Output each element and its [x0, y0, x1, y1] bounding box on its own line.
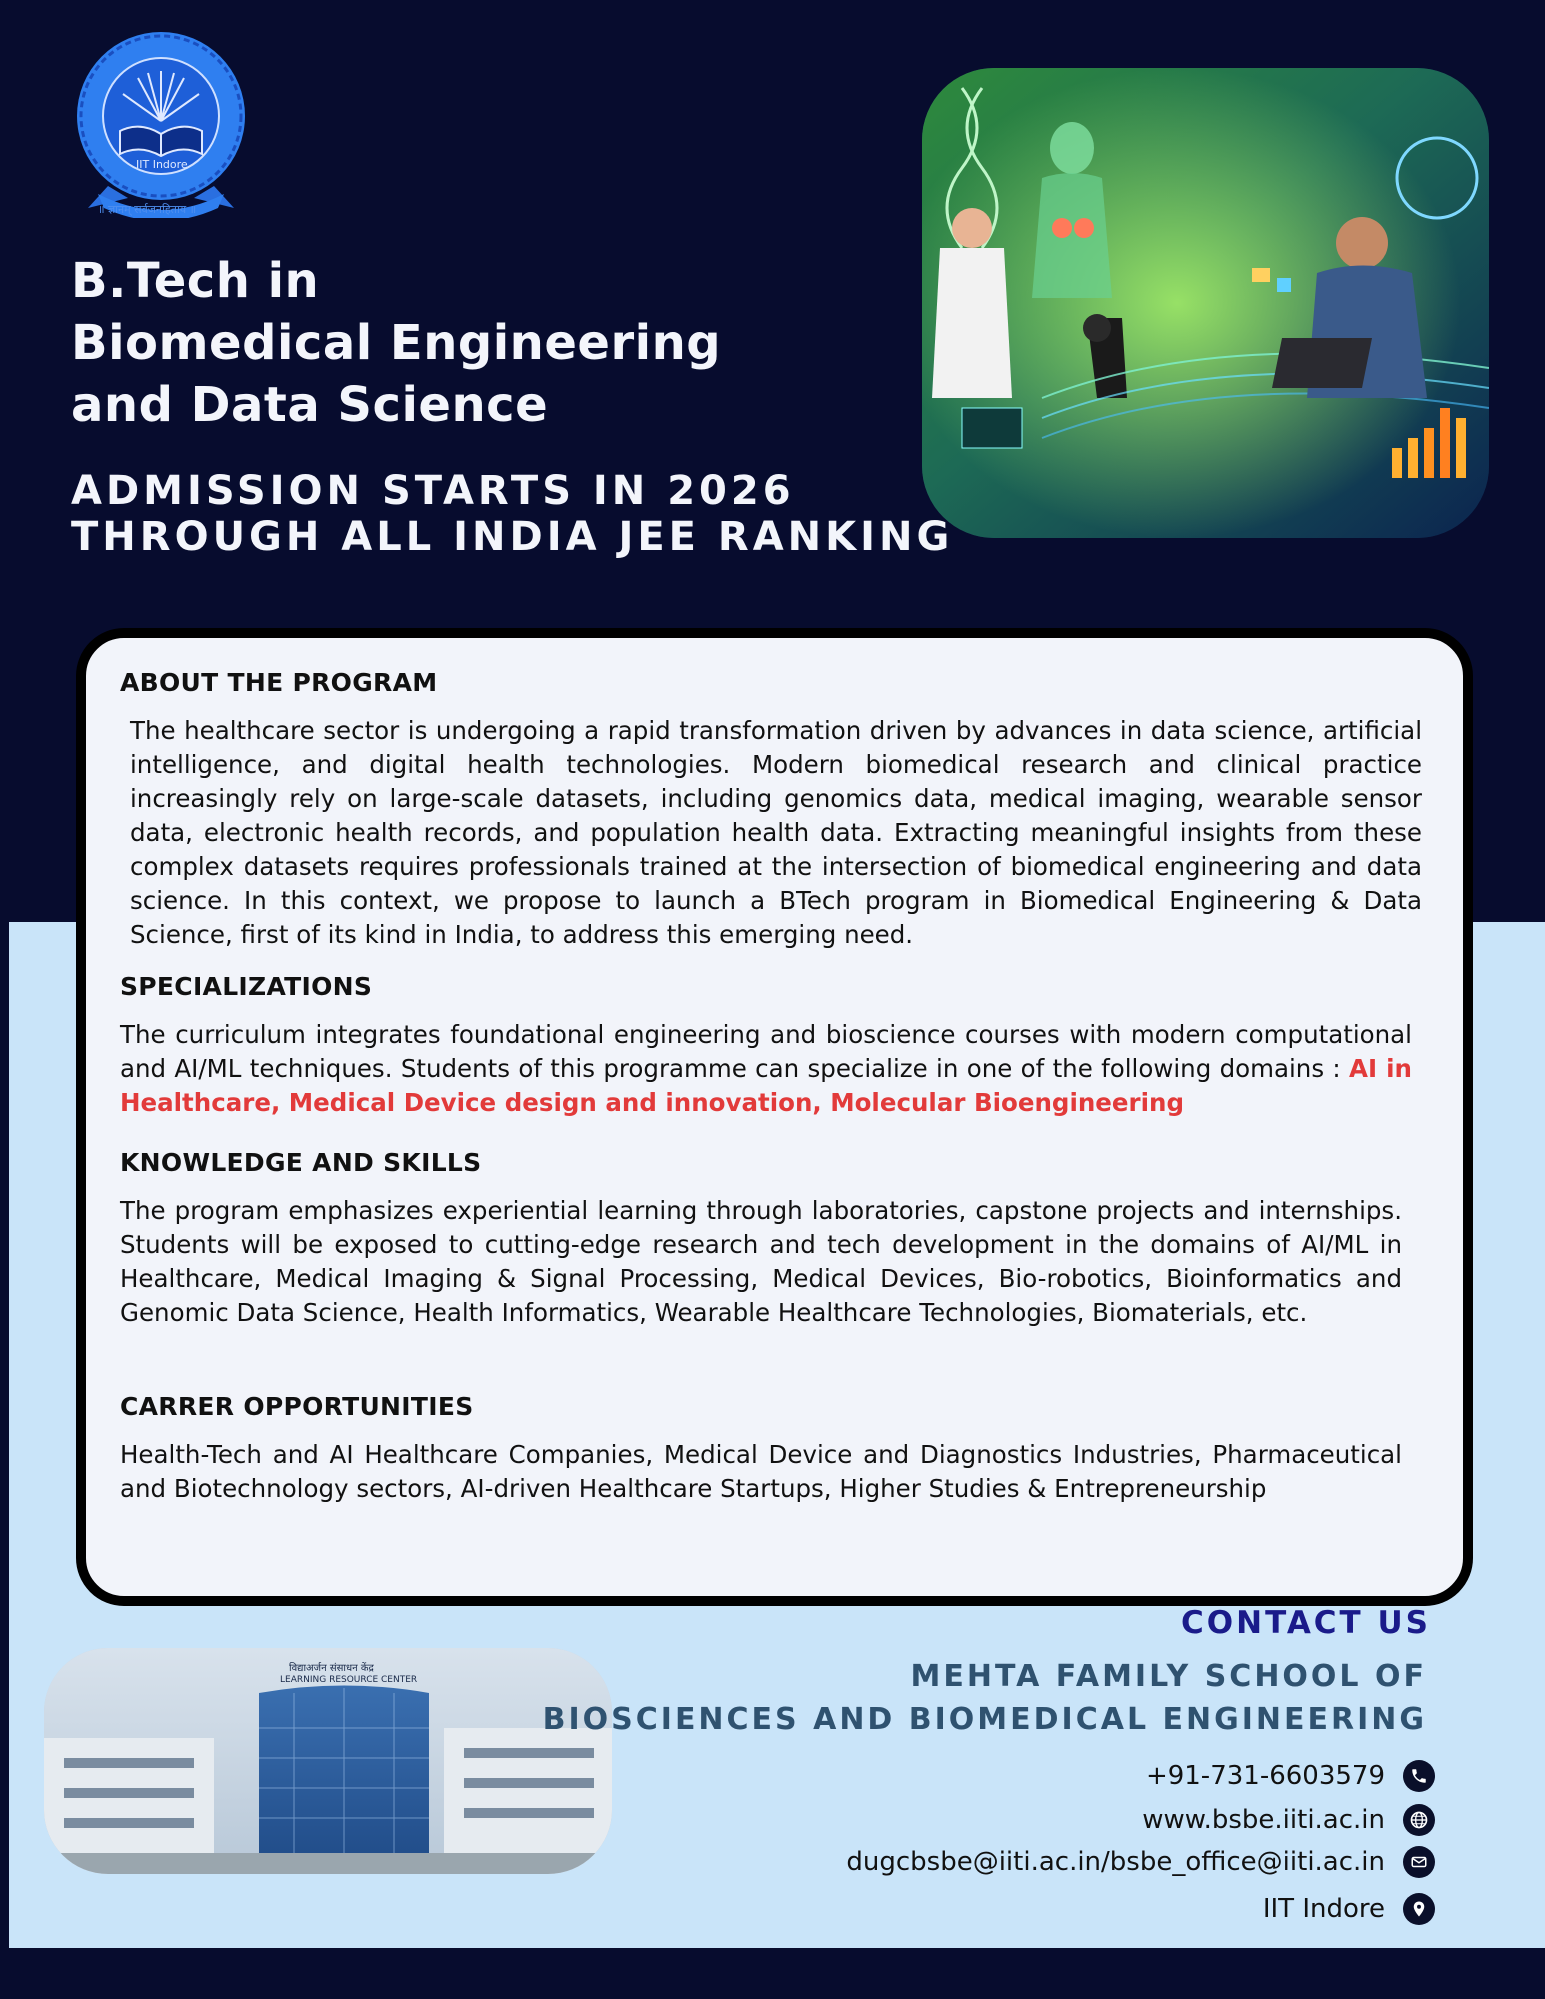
admission-notice — [71, 468, 953, 560]
phone-icon — [1403, 1760, 1435, 1792]
contact-email[interactable] — [846, 1842, 1435, 1882]
title-line-3: and Data Science — [71, 377, 549, 433]
bottom-navy-band — [0, 1948, 1545, 1999]
iit-indore-logo — [68, 26, 254, 218]
title-line-1: B.Tech in — [71, 253, 320, 309]
program-title — [71, 250, 721, 436]
contact-location[interactable] — [1263, 1889, 1435, 1929]
email-link[interactable]: dugcbsbe@iiti.ac.in/bsbe_office@iiti.ac.in — [846, 1847, 1385, 1877]
knowledge-heading: KNOWLEDGE AND SKILLS — [120, 1148, 482, 1177]
location-pin-icon — [1403, 1893, 1435, 1925]
school-line-2: BIOSCIENCES AND BIOMEDICAL ENGINEERING — [542, 1702, 1427, 1737]
admission-line-1: ADMISSION STARTS IN 2026 — [71, 468, 795, 514]
school-name — [543, 1655, 1427, 1741]
title-line-2: Biomedical Engineering — [71, 315, 722, 371]
career-heading: CARRER OPPORTUNITIES — [120, 1392, 474, 1421]
specializations-text — [120, 1018, 1412, 1120]
specializations-highlight: AI in Healthcare, Medical Device design and innovation, Molecular Bioengineering — [120, 1054, 1412, 1117]
program-details-card — [76, 628, 1473, 1606]
globe-icon — [1403, 1804, 1435, 1836]
mail-icon — [1403, 1846, 1435, 1878]
about-heading: ABOUT THE PROGRAM — [120, 668, 438, 697]
location-text: IIT Indore — [1262, 1894, 1385, 1924]
specializations-body: The curriculum integrates foundational engineering and bioscience courses with modern computational and AI/ML techniques. Students of this programme can specialize in one of the following domains : — [120, 1020, 1412, 1083]
building-sign-english: LEARNING RESOURCE CENTER — [280, 1675, 418, 1685]
website-link[interactable]: www.bsbe.iiti.ac.in — [1142, 1805, 1385, 1835]
contact-phone[interactable] — [1146, 1756, 1435, 1796]
building-sign-hindi: विद्याअर्जन संसाधन केंद्र — [289, 1663, 374, 1674]
about-text: The healthcare sector is undergoing a rapid transformation driven by advances in data science, artificial intelligence, and digital health technologies. Modern biomedical research and clinical practice increasingly rely on large-scale datasets, including genomics data, medical imaging, wearable sensor data, electronic health records, and population health data. Extracting meaningful insights from these complex datasets requires professionals trained at the intersection of biomedical engineering and data science. In this context, we propose to launch a BTech program in Biomedical Engineering & Data Science, first of its kind in India, to address this emerging need. — [130, 716, 1422, 949]
learning-resource-center-photo — [44, 1648, 612, 1874]
contact-us-title: CONTACT US — [1181, 1605, 1431, 1641]
career-text: Health-Tech and AI Healthcare Companies, Medical Device and Diagnostics Industries, Pharmaceutical and Biotechnology sectors, AI-driven Healthcare Startups, Higher Studies & Entrepreneurship — [120, 1440, 1402, 1503]
specializations-heading: SPECIALIZATIONS — [120, 972, 373, 1001]
phone-number[interactable]: +91-731-6603579 — [1145, 1761, 1385, 1791]
logo-motto: ॥ ज्ञानम् सर्वजनहिताय ॥ — [98, 203, 197, 216]
admission-line-2: THROUGH ALL INDIA JEE RANKING — [71, 514, 954, 560]
knowledge-text: The program emphasizes experiential learning through laboratories, capstone projects and internships. Students will be exposed to cutting-edge research and tech development in the domains of AI/ML in Healthcare, Medical Imaging & Signal Processing, Medical Devices, Bio-robotics, Bioinformatics and Genomic Data Science, Health Informatics, Wearable Healthcare Technologies, Biomaterials, etc. — [120, 1196, 1402, 1327]
logo-inner-text: IIT Indore — [136, 158, 188, 171]
contact-website[interactable] — [1142, 1800, 1435, 1840]
school-line-1: MEHTA FAMILY SCHOOL OF — [910, 1659, 1427, 1694]
hero-illustration — [922, 68, 1489, 538]
